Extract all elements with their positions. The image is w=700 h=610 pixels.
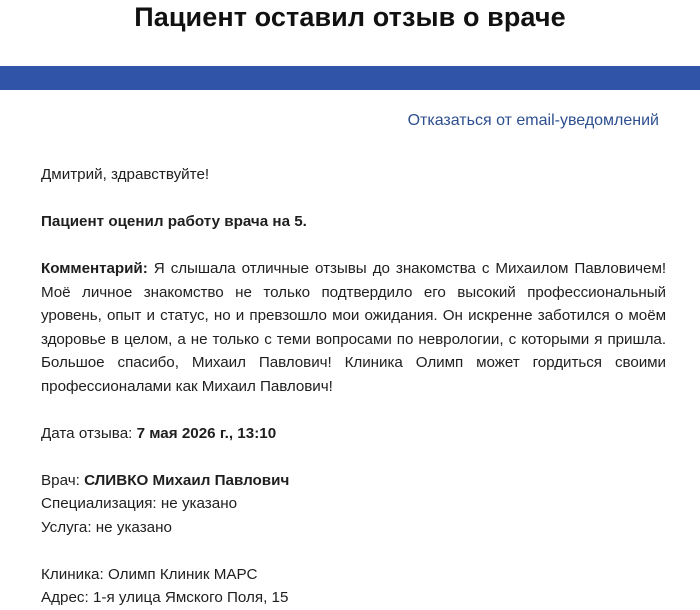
rating-sentence: Пациент оценил работу врача на 5. — [41, 213, 307, 230]
address-label: Адрес: — [41, 589, 89, 606]
email-body — [41, 163, 666, 610]
clinic-label: Клиника: — [41, 565, 104, 583]
service-line — [41, 516, 666, 540]
comment-label: Комментарий: — [41, 260, 148, 277]
address-line — [41, 586, 666, 610]
comment-text: Я слышала отличные отзывы до знакомства с Михаилом Павловичем! Моё личное знакомство не только подтвердило его высокий профессиональный уровень, опыт и статус, но и превзошло мои ожидания. Он искренне заботился о моём здоровье в целом, а не только с теми вопросами по неврологии, с которыми я пришла. Большое спасибо, Михаил Павлович! Клиника Олимп может гордиться своими профессионалами как Михаил Павлович! — [41, 260, 667, 395]
greeting: Дмитрий, здравствуйте! — [41, 166, 210, 183]
review-date-line — [41, 422, 666, 446]
page-title: Пациент оставил отзыв о враче — [134, 2, 566, 32]
comment-paragraph — [41, 257, 666, 398]
clinic-line — [41, 563, 666, 587]
header-accent-bar — [0, 66, 700, 90]
specialization-line — [41, 492, 666, 516]
date-value: 7 мая 2026 г., 13:10 — [136, 424, 277, 442]
specialization-value: не указано — [160, 495, 238, 512]
service-value: не указано — [95, 518, 172, 536]
doctor-line — [41, 469, 666, 493]
doctor-name: СЛИВКО Михаил Павлович — [84, 471, 290, 489]
doctor-label: Врач: — [41, 471, 80, 489]
clinic-value: Олимп Клиник МАРС — [107, 565, 258, 583]
unsubscribe-link[interactable]: Отказаться от email-уведомлений — [407, 112, 659, 129]
date-label: Дата отзыва: — [41, 424, 133, 442]
service-label: Услуга: — [41, 518, 92, 536]
address-value: 1-я улица Ямского Поля, 15 — [92, 589, 289, 606]
specialization-label: Специализация: — [41, 495, 157, 512]
